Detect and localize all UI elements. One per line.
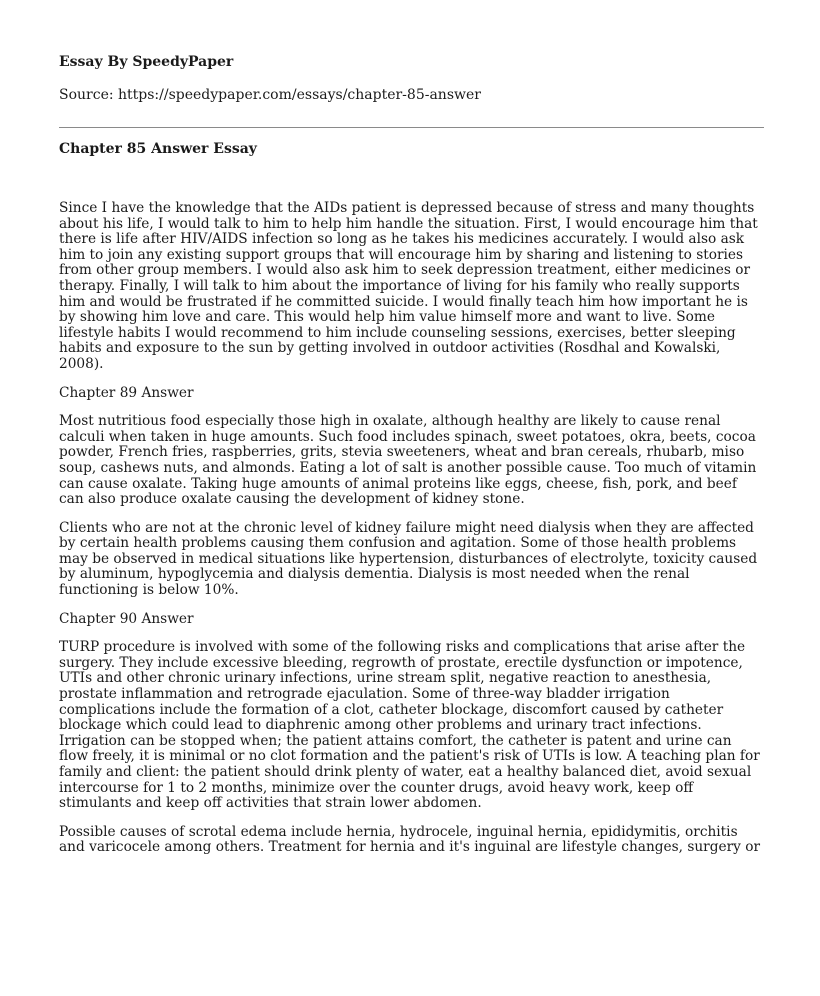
body-paragraph bbox=[59, 414, 764, 508]
paragraph-line: habits and exposure to the sun by getting involved in outdoor activities (Rosdhal and Kowalski, bbox=[59, 340, 721, 357]
essay-title: Chapter 85 Answer Essay bbox=[59, 141, 257, 157]
paragraph-line: Irrigation can be stopped when; the patient attains comfort, the catheter is patent and urine can bbox=[59, 732, 732, 749]
body-paragraph bbox=[59, 825, 764, 856]
paragraph-line: Since I have the knowledge that the AIDs patient is depressed because of stress and many thoughts bbox=[59, 200, 755, 216]
paragraph-line: TURP procedure is involved with some of the following risks and complications that arise after the bbox=[59, 639, 746, 656]
section-heading: Chapter 90 Answer bbox=[59, 610, 194, 627]
paragraph-line: from other group members. I would also ask him to seek depression treatment, either medicines or bbox=[59, 262, 751, 279]
paragraph-line: stimulants and keep off activities that strain lower abdomen. bbox=[59, 795, 482, 812]
paragraph-line: him and would be frustrated if he committed suicide. I would finally teach him how important he is bbox=[59, 293, 748, 310]
section-heading: Chapter 89 Answer bbox=[59, 384, 194, 401]
paragraph-line: there is life after HIV/AIDS infection so long as he takes his medicines accurately. I would also ask bbox=[59, 231, 745, 248]
source-line: Source: https://speedypaper.com/essays/chapter-85-answer bbox=[59, 87, 481, 103]
paragraph-line: intercourse for 1 to 2 months, minimize over the counter drugs, avoid heavy work, keep off bbox=[59, 779, 694, 796]
paragraph-line: can also produce oxalate causing the development of kidney stone. bbox=[59, 491, 525, 508]
paragraph-line: surgery. They include excessive bleeding, regrowth of prostate, erectile dysfunction or impotence, bbox=[59, 654, 743, 671]
paragraph-line: calculi when taken in huge amounts. Such food includes spinach, sweet potatoes, okra, beets, cocoa bbox=[59, 428, 756, 445]
paragraph-line: and varicocele among others. Treatment for hernia and it's inguinal are lifestyle changes, surgery or bbox=[59, 839, 760, 856]
paragraph-line: therapy. Finally, I will talk to him about the importance of living for his family who really supports bbox=[59, 277, 740, 294]
paragraph-line: powder, French fries, raspberries, grits, stevia sweeteners, wheat and bran cereals, rhubarb, miso bbox=[59, 444, 745, 461]
paragraph-line: family and client: the patient should drink plenty of water, eat a healthy balanced diet, avoid sexual bbox=[59, 764, 752, 780]
paragraph-line: soup, cashews nuts, and almonds. Eating a lot of salt is another possible cause. Too much of vitamin bbox=[59, 459, 757, 476]
paragraph-line: flow freely, it is minimal or no clot formation and the patient's risk of UTIs is low. A teaching plan for bbox=[59, 748, 760, 765]
body-paragraph bbox=[59, 640, 764, 812]
body-paragraph bbox=[59, 521, 764, 599]
paragraph-line: prostate inflammation and retrograde ejaculation. Some of three-way bladder irrigation bbox=[59, 686, 670, 703]
paragraph-line: 2008). bbox=[59, 355, 104, 372]
brand-name: Essay By SpeedyPaper bbox=[59, 54, 234, 70]
paragraph-line: by showing him love and care. This would help him value himself more and want to live. Some bbox=[59, 309, 715, 326]
paragraph-line: about his life, I would talk to him to help him handle the situation. First, I would encourage him that bbox=[59, 215, 758, 232]
paragraph-line: functioning is below 10%. bbox=[59, 582, 239, 599]
paragraph-line: by certain health problems causing them confusion and agitation. Some of those health problems bbox=[59, 535, 737, 552]
paragraph-line: UTIs and other chronic urinary infections, urine stream split, negative reaction to anesthesia, bbox=[59, 670, 712, 687]
body-paragraph bbox=[59, 201, 764, 373]
paragraph-line: complications include the formation of a clot, catheter blockage, discomfort caused by catheter bbox=[59, 701, 724, 718]
paragraph-line: him to join any existing support groups that will encourage him by sharing and listening to stories bbox=[59, 246, 744, 263]
essay-body bbox=[59, 201, 764, 869]
paragraph-line: may be observed in medical situations like hypertension, disturbances of electrolyte, toxicity caused bbox=[59, 550, 758, 567]
paragraph-line: Clients who are not at the chronic level of kidney failure might need dialysis when they are affected bbox=[59, 519, 754, 536]
paragraph-line: lifestyle habits I would recommend to him include counseling sessions, exercises, better sleeping bbox=[59, 324, 736, 341]
paragraph-line: by aluminum, hypoglycemia and dialysis dementia. Dialysis is most needed when the renal bbox=[59, 566, 690, 583]
paragraph-line: Possible causes of scrotal edema include hernia, hydrocele, inguinal hernia, epididymitis, orchitis bbox=[59, 823, 738, 840]
paragraph-line: Most nutritious food especially those high in oxalate, although healthy are likely to cause renal bbox=[59, 413, 721, 430]
header-divider bbox=[59, 127, 764, 128]
paragraph-line: can cause oxalate. Taking huge amounts of animal proteins like eggs, cheese, fish, pork, and beef bbox=[59, 475, 737, 492]
paragraph-line: blockage which could lead to diaphrenic among other problems and urinary tract infections. bbox=[59, 717, 702, 734]
